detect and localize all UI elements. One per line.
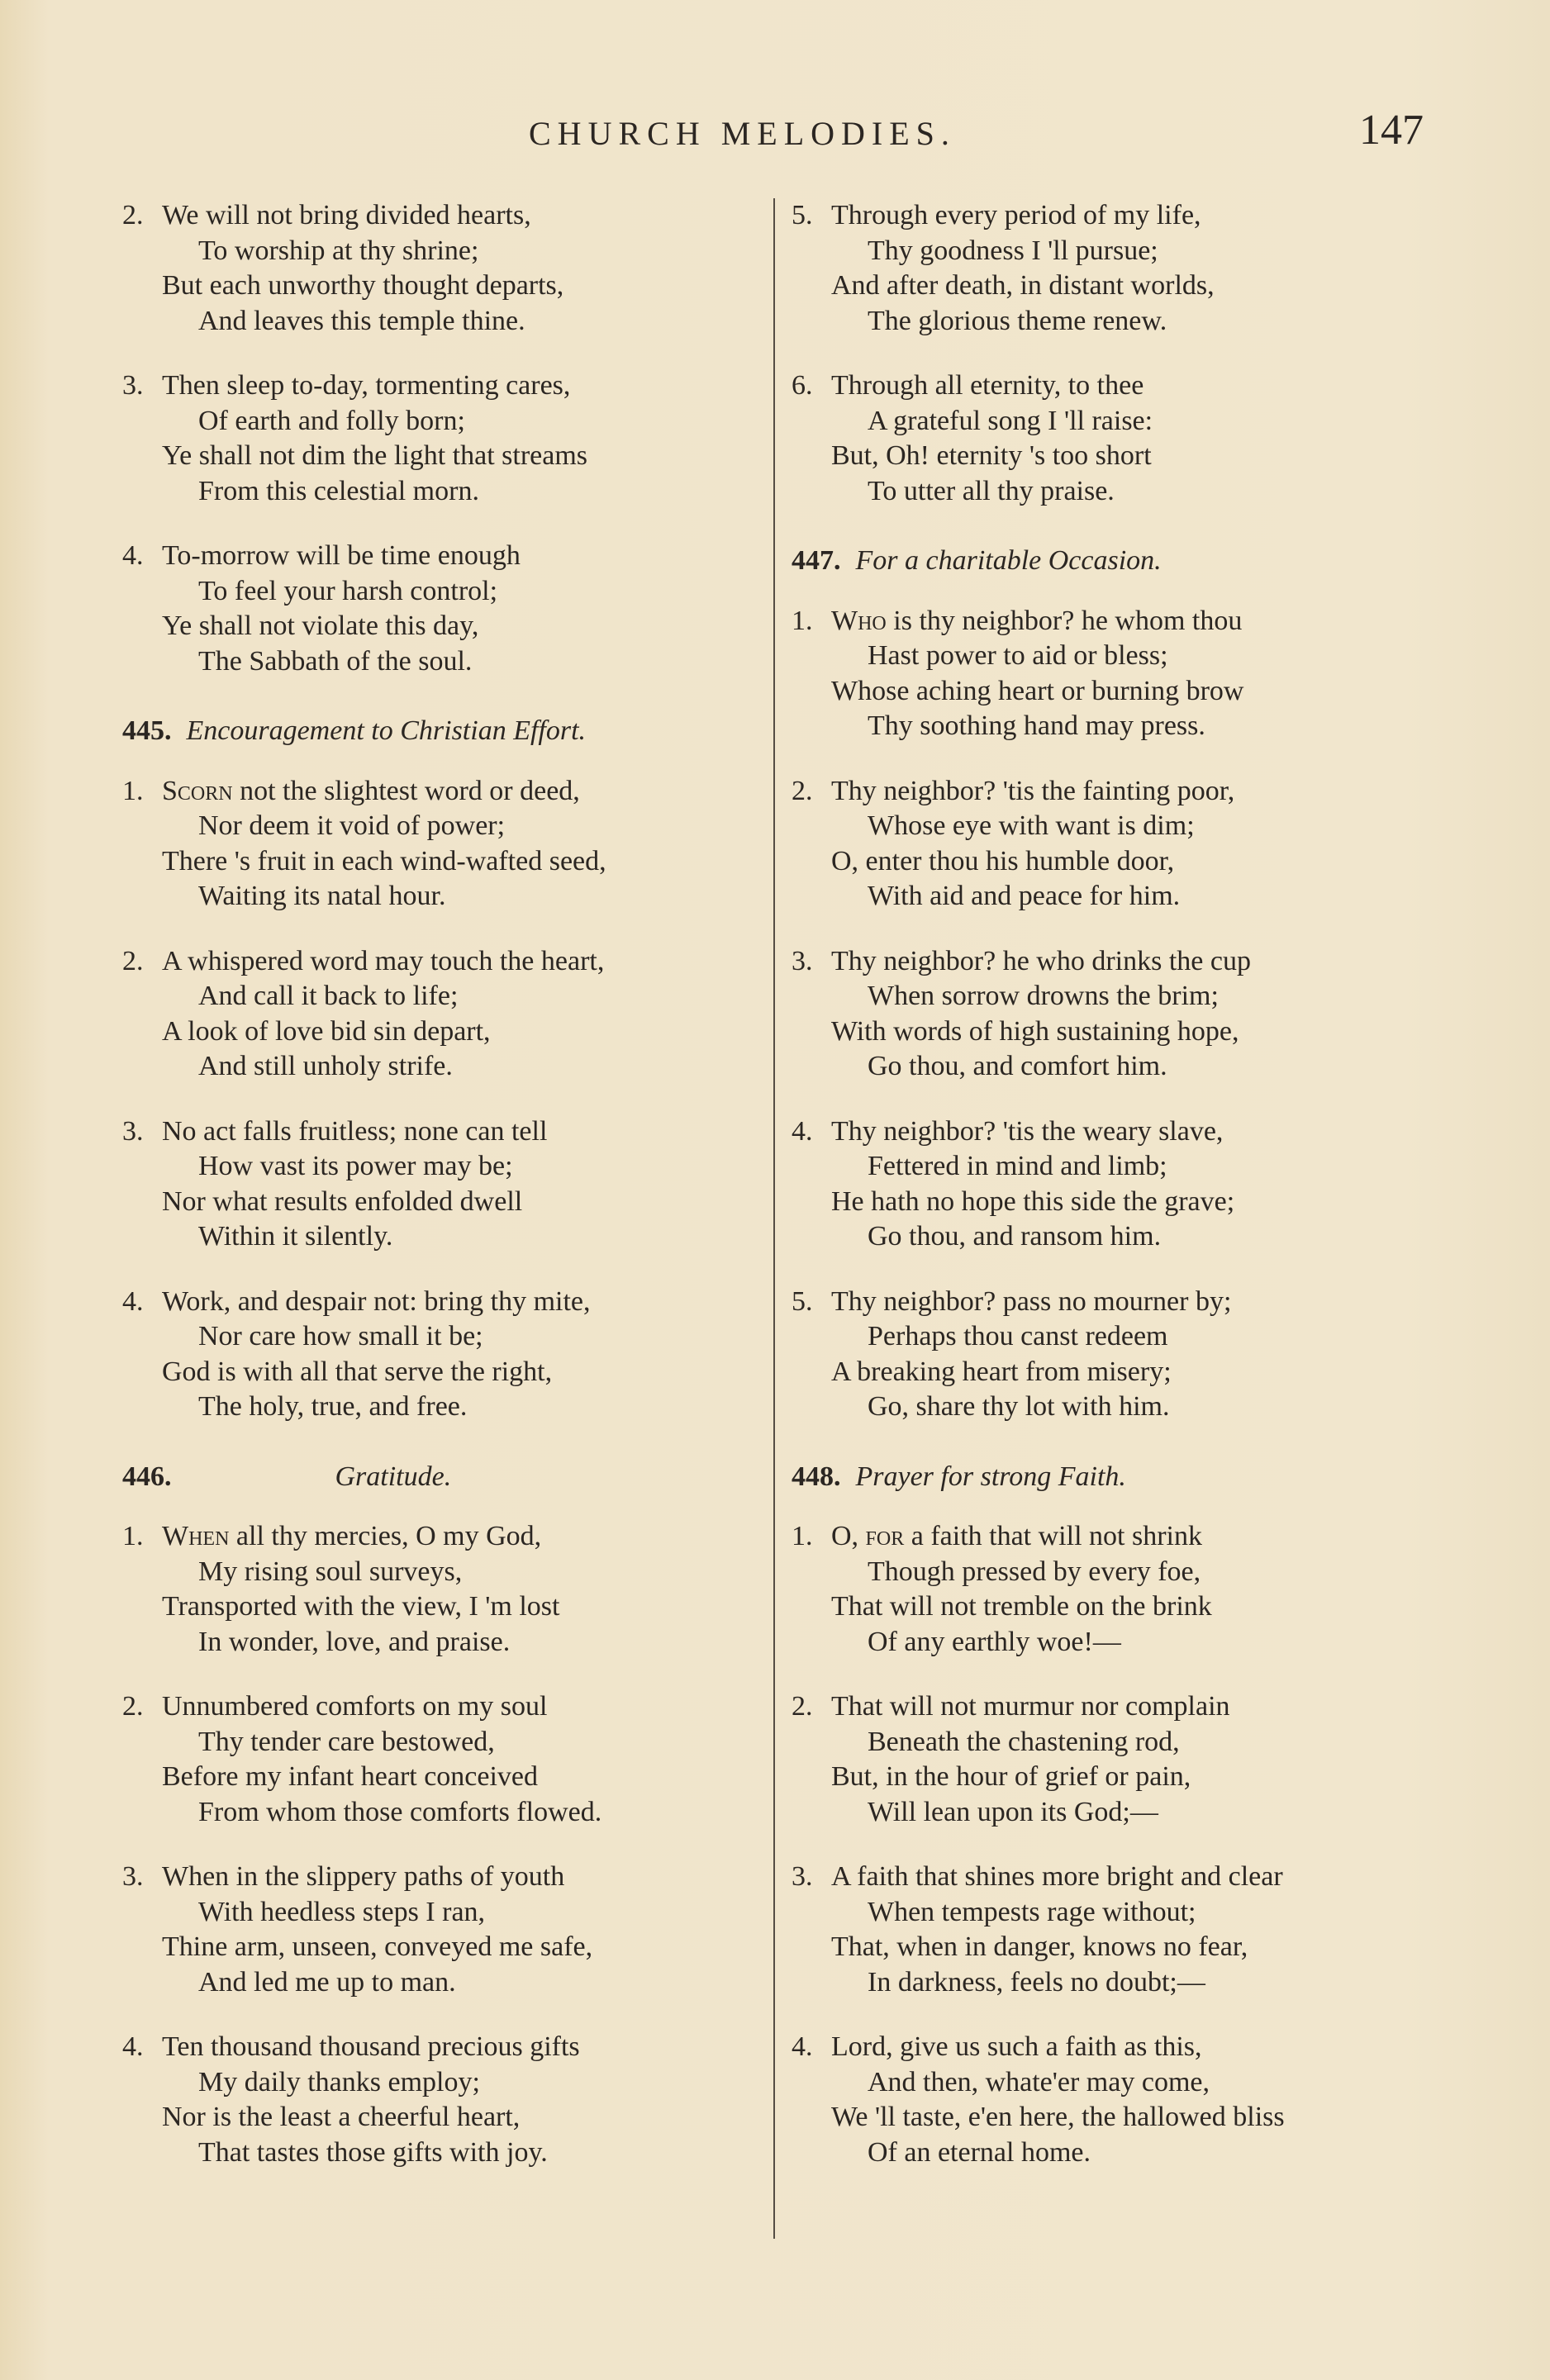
hymn-heading <box>122 714 783 749</box>
verse-line: Beneath the chastening rod, <box>868 1726 1180 1757</box>
verse-line: And call it back to life; <box>198 981 459 1011</box>
verse-line <box>792 1114 1453 1150</box>
verse-line: The glorious theme renew. <box>868 305 1167 336</box>
verse-line: He hath no hope this side the grave; <box>831 1185 1235 1217</box>
verse-line <box>122 944 783 980</box>
verse-line: Fettered in mind and limb; <box>868 1151 1167 1181</box>
stanza <box>122 198 783 339</box>
stanza-number: 4. <box>122 2031 144 2062</box>
verse-line: Nor is the least a cheerful heart, <box>162 2102 521 2132</box>
hymn-number: 446. <box>122 1461 172 1492</box>
verse-line: That will not tremble on the brink <box>831 1591 1212 1622</box>
running-title: CHURCH MELODIES. <box>529 115 956 152</box>
stanza <box>122 944 783 1085</box>
verse-line: That, when in danger, knows no fear, <box>831 1931 1248 1962</box>
stanza-number: 3. <box>792 945 813 976</box>
verse-line: With aid and peace for him. <box>868 881 1181 911</box>
verse-text: Through all eternity, to thee <box>831 370 1144 401</box>
stanza-number: 2. <box>792 775 813 806</box>
verse-line <box>792 1285 1453 1320</box>
verse-line: The Sabbath of the soul. <box>198 645 473 677</box>
verse-line: Within it silently. <box>198 1221 393 1252</box>
verse-line: Of earth and folly born; <box>198 405 465 436</box>
stanza-number: 2. <box>792 1691 813 1722</box>
verse-line: With heedless steps I ran, <box>198 1896 486 1927</box>
verse-text: To-morrow will be time enough <box>162 540 521 571</box>
stanza-number: 4. <box>792 2031 813 2062</box>
verse-line <box>792 1860 1453 1895</box>
verse-text: We will not bring divided hearts, <box>162 200 531 230</box>
verse-line: Ye shall not violate this day, <box>162 610 479 641</box>
verse-line: In darkness, feels no doubt;— <box>868 1966 1205 1998</box>
verse-line: Ye shall not dim the light that streams <box>162 440 588 471</box>
verse-line <box>122 198 783 234</box>
verse-line: Perhaps thou canst redeem <box>868 1321 1168 1352</box>
verse-line: Go thou, and comfort him. <box>868 1051 1167 1081</box>
verse-line: And led me up to man. <box>198 1966 456 1998</box>
verse-line <box>122 2030 783 2065</box>
right-column <box>792 198 1453 2200</box>
stanza-number: 3. <box>122 1861 144 1892</box>
verse-line: And after death, in distant worlds, <box>831 270 1215 301</box>
verse-text: not the slightest word or deed, <box>232 775 580 806</box>
verse-line <box>792 368 1453 404</box>
stanza-number: 1. <box>792 605 813 636</box>
verse-text: Lord, give us such a faith as this, <box>831 2031 1202 2062</box>
verse-text: When in the slippery paths of youth <box>162 1861 565 1892</box>
stanza <box>122 1285 783 1425</box>
verse-line: And then, whate'er may come, <box>868 2066 1210 2097</box>
stanza-number: 4. <box>792 1115 813 1147</box>
verse-line: When tempests rage without; <box>868 1896 1196 1927</box>
stanza <box>792 1519 1453 1660</box>
initial-word: Who <box>831 605 887 636</box>
verse-line <box>122 539 783 574</box>
stanza <box>792 944 1453 1085</box>
verse-line <box>122 368 783 404</box>
stanza-number: 4. <box>122 1285 144 1317</box>
stanza <box>792 1114 1453 1255</box>
verse-line: But each unworthy thought departs, <box>162 270 564 301</box>
verse-line: Waiting its natal hour. <box>198 881 446 911</box>
stanza-number: 1. <box>792 1521 813 1551</box>
verse-line: Will lean upon its God;— <box>868 1796 1158 1827</box>
verse-line <box>792 604 1453 639</box>
stanza-number: 5. <box>792 1285 813 1317</box>
verse-text: A whispered word may touch the heart, <box>162 945 605 976</box>
verse-line: Whose eye with want is dim; <box>868 810 1195 841</box>
verse-line <box>792 944 1453 980</box>
verse-text: That will not murmur nor complain <box>831 1691 1230 1722</box>
verse-text: Then sleep to-day, tormenting cares, <box>162 370 571 401</box>
verse-line: From whom those comforts flowed. <box>198 1796 602 1827</box>
verse-line: Nor deem it void of power; <box>198 810 506 841</box>
verse-line: Go thou, and ransom him. <box>868 1221 1162 1252</box>
verse-line: My rising soul surveys, <box>198 1556 463 1587</box>
verse-line: The holy, true, and free. <box>198 1391 468 1422</box>
verse-line: We 'll taste, e'en here, the hallowed bliss <box>831 2102 1285 2132</box>
verse-line: To utter all thy praise. <box>868 475 1115 506</box>
verse-line: God is with all that serve the right, <box>162 1356 553 1387</box>
hymn-title: Gratitude. <box>335 1461 452 1492</box>
verse-line <box>792 774 1453 810</box>
verse-text: Unnumbered comforts on my soul <box>162 1691 548 1722</box>
verse-line <box>792 1519 1453 1555</box>
stanza <box>122 1689 783 1830</box>
stanza <box>792 198 1453 339</box>
stanza-number: 2. <box>122 945 144 976</box>
hymn-heading <box>122 1460 783 1495</box>
left-column <box>122 198 783 2200</box>
verse-line: O, enter thou his humble door, <box>831 845 1175 876</box>
initial-word: When <box>162 1521 230 1551</box>
hymn-title: For a charitable Occasion. <box>855 545 1162 576</box>
stanza <box>122 1860 783 2000</box>
verse-line <box>792 1689 1453 1725</box>
verse-line: Before my infant heart conceived <box>162 1761 539 1792</box>
verse-line: Thy tender care bestowed, <box>198 1726 495 1757</box>
verse-line: There 's fruit in each wind-wafted seed, <box>162 845 606 876</box>
verse-line <box>122 1114 783 1150</box>
stanza <box>792 774 1453 914</box>
hymn-heading <box>792 1460 1453 1495</box>
verse-line: That tastes those gifts with joy. <box>198 2136 548 2168</box>
stanza <box>122 774 783 914</box>
stanza <box>122 2030 783 2170</box>
verse-line: Nor what results enfolded dwell <box>162 1185 523 1217</box>
verse-text: a faith that will not shrink <box>904 1521 1202 1551</box>
verse-line: Whose aching heart or burning brow <box>831 675 1244 706</box>
stanza <box>122 368 783 509</box>
hymn-heading <box>792 544 1453 579</box>
stanza-number: 5. <box>792 200 813 230</box>
verse-line: Nor care how small it be; <box>198 1321 483 1352</box>
stanza <box>792 1689 1453 1830</box>
verse-line: Transported with the view, I 'm lost <box>162 1591 560 1622</box>
stanza-number: 2. <box>122 200 144 230</box>
verse-line: Though pressed by every foe, <box>868 1556 1201 1587</box>
verse-text: Through every period of my life, <box>831 200 1201 230</box>
verse-line: And leaves this temple thine. <box>198 305 525 336</box>
stanza-number: 1. <box>122 1521 144 1551</box>
verse-line: In wonder, love, and praise. <box>198 1626 511 1657</box>
verse-line: To worship at thy shrine; <box>198 235 479 266</box>
verse-line: When sorrow drowns the brim; <box>868 981 1219 1011</box>
hymn-number: 447. <box>792 545 841 576</box>
verse-line: Thy goodness I 'll pursue; <box>868 235 1158 266</box>
verse-line <box>122 1689 783 1725</box>
verse-line: Of any earthly woe!— <box>868 1626 1121 1657</box>
stanza <box>122 539 783 679</box>
verse-text: A faith that shines more bright and clear <box>831 1861 1283 1892</box>
hymn-number: 445. <box>122 715 172 746</box>
verse-line: Go, share thy lot with him. <box>868 1391 1170 1422</box>
verse-line: Hast power to aid or bless; <box>868 640 1168 671</box>
stanza-number: 2. <box>122 1691 144 1722</box>
verse-text: Thy neighbor? he who drinks the cup <box>831 945 1251 976</box>
verse-line: With words of high sustaining hope, <box>831 1015 1239 1047</box>
verse-line <box>122 1285 783 1320</box>
stanza-number: 3. <box>792 1861 813 1892</box>
stanza <box>122 1519 783 1660</box>
hymn-title: Prayer for strong Faith. <box>855 1461 1126 1492</box>
hymn-number: 448. <box>792 1461 841 1492</box>
verse-line: A look of love bid sin depart, <box>162 1015 491 1047</box>
stanza-number: 6. <box>792 370 813 401</box>
stanza <box>792 2030 1453 2170</box>
page-number: 147 <box>1359 107 1424 154</box>
verse-text: No act falls fruitless; none can tell <box>162 1115 548 1147</box>
verse-line: To feel your harsh control; <box>198 575 498 606</box>
stanza <box>792 368 1453 509</box>
verse-text: Thy neighbor? 'tis the fainting poor, <box>831 775 1235 806</box>
stanza-number: 1. <box>122 775 144 806</box>
verse-line: A grateful song I 'll raise: <box>868 405 1153 436</box>
verse-line: But, in the hour of grief or pain, <box>831 1761 1191 1792</box>
stanza <box>792 1285 1453 1425</box>
verse-line: And still unholy strife. <box>198 1051 453 1081</box>
stanza <box>792 1860 1453 2000</box>
verse-line: A breaking heart from misery; <box>831 1356 1172 1387</box>
verse-line: My daily thanks employ; <box>198 2066 480 2097</box>
verse-text: Thy neighbor? 'tis the weary slave, <box>831 1115 1224 1147</box>
verse-text: is thy neighbor? he whom thou <box>886 605 1243 636</box>
verse-line <box>122 1519 783 1555</box>
verse-line <box>792 2030 1453 2065</box>
hymn-title: Encouragement to Christian Effort. <box>186 715 587 746</box>
verse-line: From this celestial morn. <box>198 475 479 506</box>
stanza-number: 3. <box>122 1115 144 1147</box>
stanza-number: 3. <box>122 370 144 401</box>
verse-line <box>122 774 783 810</box>
stanza <box>122 1114 783 1255</box>
stanza-number: 4. <box>122 540 144 571</box>
stanza <box>792 604 1453 744</box>
verse-text: all thy mercies, O my God, <box>229 1521 542 1551</box>
verse-text: Thy neighbor? pass no mourner by; <box>831 1285 1232 1317</box>
verse-line: Of an eternal home. <box>868 2136 1091 2168</box>
verse-text: Work, and despair not: bring thy mite, <box>162 1285 591 1317</box>
verse-line <box>122 1860 783 1895</box>
verse-line <box>792 198 1453 234</box>
verse-text: Ten thousand thousand precious gifts <box>162 2031 580 2062</box>
verse-line: Thine arm, unseen, conveyed me safe, <box>162 1931 593 1962</box>
verse-line: Thy soothing hand may press. <box>868 710 1205 741</box>
initial-word: Scorn <box>162 775 233 806</box>
verse-line: How vast its power may be; <box>198 1151 513 1181</box>
initial-word: O, for <box>831 1521 905 1551</box>
verse-line: But, Oh! eternity 's too short <box>831 440 1152 471</box>
